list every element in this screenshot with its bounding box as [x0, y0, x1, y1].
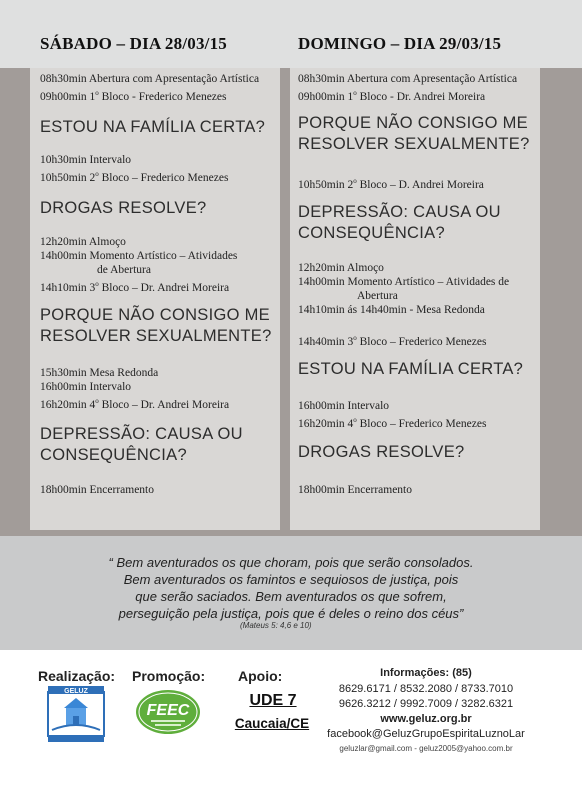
sat-event-0830: 08h30min Abertura com Apresentação Artística: [40, 73, 260, 85]
bible-quote: [40, 554, 542, 622]
sunday-title: DOMINGO – DIA 29/03/15: [298, 34, 502, 53]
sat-talk-1-title: ESTOU NA FAMÍLIA CERTA?: [40, 118, 266, 136]
sun-event-1440: 14h40min 3$^o$ Bloco – Frederico Menezes: [298, 334, 487, 348]
sat-event-1220: 12h20min Almoço: [40, 236, 126, 248]
apoio-label: Apoio:: [238, 668, 283, 684]
sat-talk-3-title-line2: RESOLVER SEXUALMENTE?: [40, 327, 272, 345]
geluz-logo: [44, 686, 108, 744]
sat-talk-4-title-line2: CONSEQUÊNCIA?: [40, 446, 187, 464]
sun-talk-2-title-line2: CONSEQUÊNCIA?: [298, 224, 445, 242]
sun-event-1220: 12h20min Almoço: [298, 262, 384, 274]
sun-talk-1-title-line2: RESOLVER SEXUALMENTE?: [298, 135, 530, 153]
quote-citation: (Mateus 5: 4,6 e 10): [240, 621, 312, 630]
quote-line-4: perseguição pela justiça, pois que é deles o reino dos céus”: [118, 606, 464, 621]
sat-talk-2-title: DROGAS RESOLVE?: [40, 199, 207, 217]
sun-event-0830: 08h30min Abertura com Apresentação Artística: [298, 73, 518, 85]
emails-text[interactable]: geluzlar@gmail.com - geluz2005@yahoo.com.br: [339, 744, 513, 753]
sat-event-0900: 09h00min 1$^o$ Bloco - Frederico Menezes: [40, 89, 227, 103]
saturday-title: SÁBADO – DIA 28/03/15: [40, 34, 227, 53]
sun-event-1620: 16h20min 4$^o$ Bloco – Frederico Menezes: [298, 416, 487, 430]
ude7-text: UDE 7: [249, 692, 297, 709]
facebook-link[interactable]: facebook@GeluzGrupoEspiritaLuznoLar: [327, 728, 525, 740]
sat-event-1030: 10h30min Intervalo: [40, 154, 132, 166]
promocao-label: Promoção:: [132, 668, 206, 684]
sat-event-1400-cont: de Abertura: [97, 264, 151, 276]
sat-talk-3-title-line1: PORQUE NÃO CONSIGO ME: [40, 306, 270, 324]
sat-event-1400: 14h00min Momento Artístico – Atividades: [40, 250, 238, 262]
sat-event-1530: 15h30min Mesa Redonda: [40, 367, 159, 379]
sun-event-1400: 14h00min Momento Artístico – Atividades de: [298, 276, 510, 288]
sun-talk-1-title-line1: PORQUE NÃO CONSIGO ME: [298, 114, 528, 132]
sun-event-1800: 18h00min Encerramento: [298, 484, 413, 496]
quote-line-1: “ Bem aventurados os que choram, pois que serão consolados.: [108, 555, 474, 570]
geluz-logo-text: GELUZ: [64, 688, 88, 695]
caucaia-text: Caucaia/CE: [234, 716, 310, 731]
quote-line-2: Bem aventurados os famintos e sequiosos de justiça, pois: [123, 572, 459, 587]
sun-event-1600: 16h00min Intervalo: [298, 400, 390, 412]
sun-talk-3-title: ESTOU NA FAMÍLIA CERTA?: [298, 360, 524, 378]
sat-event-1410: 14h10min 3$^o$ Bloco – Dr. Andrei Moreira: [40, 280, 230, 294]
phones-line-1: 8629.6171 / 8532.2080 / 8733.7010: [338, 683, 514, 695]
info-title: Informações: (85): [380, 667, 472, 679]
sat-event-1050: 10h50min 2$^o$ Bloco – Frederico Menezes: [40, 170, 229, 184]
sun-talk-2-title-line1: DEPRESSÃO: CAUSA OU: [298, 203, 501, 221]
feec-logo: [133, 688, 203, 736]
sun-talk-4-title: DROGAS RESOLVE?: [298, 443, 465, 461]
realizacao-label: Realização:: [38, 668, 116, 684]
sun-event-1050: 10h50min 2$^o$ Bloco – D. Andrei Moreira: [298, 177, 484, 191]
phones-line-2: 9626.3212 / 9992.7009 / 3282.6321: [338, 698, 514, 710]
sat-event-1620: 16h20min 4$^o$ Bloco – Dr. Andrei Moreira: [40, 397, 230, 411]
sun-event-1410: 14h10min ás 14h40min - Mesa Redonda: [298, 304, 485, 316]
sat-talk-4-title-line1: DEPRESSÃO: CAUSA OU: [40, 425, 243, 443]
quote-line-3: que serão saciados. Bem aventurados os que sofrem,: [135, 589, 447, 604]
website-link[interactable]: www.geluz.org.br: [380, 713, 472, 725]
feec-logo-text: FEEC: [146, 702, 190, 719]
sun-event-1400-cont: Abertura: [357, 290, 398, 302]
sat-event-1600: 16h00min Intervalo: [40, 381, 132, 393]
sun-event-0900: 09h00min 1$^o$ Bloco - Dr. Andrei Moreira: [298, 89, 486, 103]
sat-event-1800: 18h00min Encerramento: [40, 484, 155, 496]
